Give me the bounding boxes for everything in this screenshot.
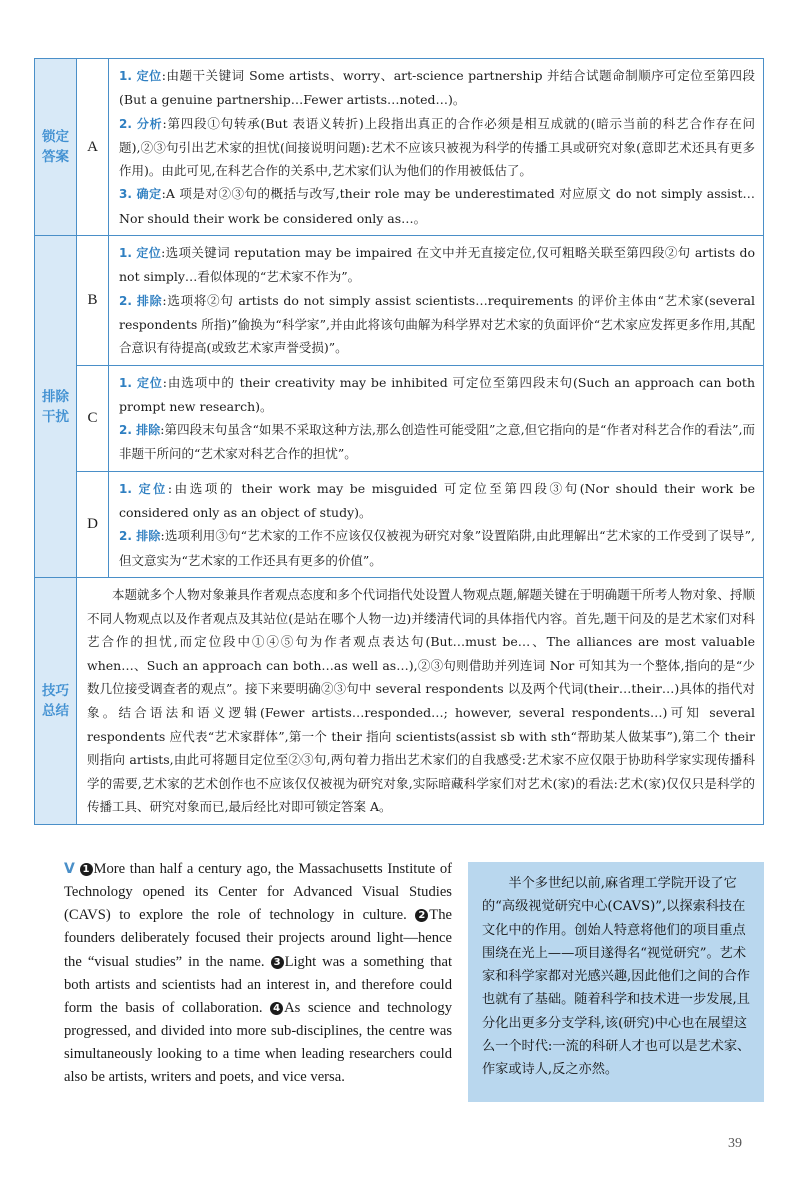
row-summary	[35, 577, 764, 824]
row-b-content	[109, 236, 764, 365]
passage-v	[64, 858, 452, 1090]
analysis-table	[34, 58, 764, 825]
row-d-content	[109, 471, 764, 577]
row-b	[35, 236, 764, 365]
row-b-step-2: 2. 排除:选项将②句 artists do not simply assist scientists…requirements 的评价主体由“艺术家(several respondents 所指)”偷换为“科学家”,并由此将该句曲解为科学界对艺术家的负面评价“艺术家应发挥更多作用,其配合意识有待提高(或致艺术家声誉受损)”。	[119, 292, 755, 356]
row-a-step-2: 2. 分析:第四段①句转承(But 表语义转折)上段指出真正的合作必须是相互成就的(暗示当前的科艺合作存在问题),②③句引出艺术家的担忧(间接说明问题):艺术不应该只被视为科学的传播工具或研究对象(意即艺术还具有更多作用)。由此可见,在科艺合作的关系中,艺术家们认为他们的作用被低估了。	[119, 115, 755, 179]
section-lock-answer: 锁定 答案	[35, 59, 77, 236]
page-number: 39	[728, 1136, 742, 1151]
row-a-step-1: 1. 定位:由题干关键词 Some artists、worry、art-science partnership 并结合试题命制顺序可定位至第四段(But a genuine partnership…Fewer artists…noted…)。	[119, 68, 755, 108]
sentence-marker-3: 3	[271, 956, 284, 969]
row-d	[35, 471, 764, 577]
row-c-content	[109, 365, 764, 471]
row-a-content	[109, 59, 764, 236]
section-exclude-distractors: 排除 干扰	[35, 236, 77, 578]
option-c: C	[77, 365, 109, 471]
sentence-1: More than half a century ago, the Massachusetts Institute of Technology opened its Center for Advanced Visual Studies (CAVS) to explore the role of technology in culture.	[64, 861, 452, 924]
row-d-step-1: 1. 定位:由选项的 their work may be misguided 可定位至第四段③句(Nor should their work be considered only as an object of study)。	[119, 480, 755, 521]
translation-box: 半个多世纪以前,麻省理工学院开设了它的“高级视觉研究中心(CAVS)”,以探索科技在文化中的作用。创始人特意将他们的项目重点围绕在光上——项目遂得名“视觉研究”。艺术家和科学家都对光感兴趣,因此他们之间的合作也就有了基础。随着科学和技术进一步发展,且分化出更多分支学科,该(研究)中心也在展望这么一个时代:一流的科研人才也可以是艺术家、作家或诗人,反之亦然。	[468, 862, 764, 1102]
row-c-step-1: 1. 定位:由选项中的 their creativity may be inhibited 可定位至第四段末句(Such an approach can both prompt new research)。	[119, 374, 755, 414]
sentence-marker-1: 1	[80, 863, 93, 876]
row-d-step-2: 2. 排除:选项利用③句“艺术家的工作不应该仅仅被视为研究对象”设置陷阱,由此理解出“艺术家的工作受到了误导”,但文意实为“艺术家的工作还具有更多的价值”。	[119, 528, 755, 568]
sentence-2: The founders deliberately focused their projects around light—hence the “visual studies” in the name.	[64, 907, 452, 970]
row-c-step-2: 2. 排除:第四段末句虽含“如果不采取这种方法,那么创造性可能受阻”之意,但它指向的是“作者对科艺合作的看法”,而非题干所问的“艺术家对科艺合作的担忧”。	[119, 422, 755, 462]
row-a-step-3: 3. 确定:A 项是对②③句的概括与改写,their role may be underestimated 对应原文 do not simply assist…Nor should their work be considered only as…。	[119, 186, 755, 226]
row-b-step-1: 1. 定位:选项关键词 reputation may be impaired 在文中并无直接定位,仅可粗略关联至第四段②句 artists do not simply…看似体现的“艺术家不作为”。	[119, 245, 755, 285]
sentence-marker-2: 2	[415, 909, 428, 922]
option-b: B	[77, 236, 109, 365]
row-c	[35, 365, 764, 471]
summary-text: 本题就多个人物对象兼具作者观点态度和多个代词指代处设置人物观点题,解题关键在于明确题干所考人物对象、捋顺不同人物观点以及作者观点及其站位(是站在哪个人物一边)并缕清代词的具体指代内容。首先,题干问及的是艺术家们对科艺合作的担忧,而定位段中①④⑤句为作者观点表达句(But…must be…、The alliances are most valuable when…、Such an approach can both…as well as…),②③句则借助并列连词 Nor 可知其为一个整体,指向的是“少数几位接受调查者的观点”。接下来要明确②③句中 several respondents 以及两个代词(their…their…)具体的指代对象。结合语法和语义逻辑(Fewer artists…responded…; however, several respondents…)可知 several respondents 应代表“艺术家群体”,第一个 their 指向 scientists(assist sb with sth“帮助某人做某事”),第二个 their 则指向 artists,由此可将题目定位至②③句,两句着力指出艺术家们的自我感受:艺术家不应仅限于协助科学家实现传播科学的需要,艺术家的艺术创作也不应该仅仅被视为研究对象,实际暗藏科学家们对艺术(家)的看法:艺术(家)仅仅只是科学的传播工具、研究对象而已,最后经比对即可锁定答案 A。	[77, 577, 764, 824]
option-d: D	[77, 471, 109, 577]
passage-tag: V	[64, 861, 75, 877]
sentence-marker-4: 4	[270, 1002, 283, 1015]
sentence-3: Light was a something that both artists and scientists had an interest in, and therefore could form the basis of collaboration.	[64, 953, 452, 1016]
option-a: A	[77, 59, 109, 236]
section-tips-summary: 技巧 总结	[35, 577, 77, 824]
sentence-4: As science and technology progressed, and divided into more sub-disciplines, the centre was simultaneously looking to a time when leading researchers could also be artists, writers and poets, and vice versa.	[64, 999, 452, 1086]
row-a	[35, 59, 764, 236]
